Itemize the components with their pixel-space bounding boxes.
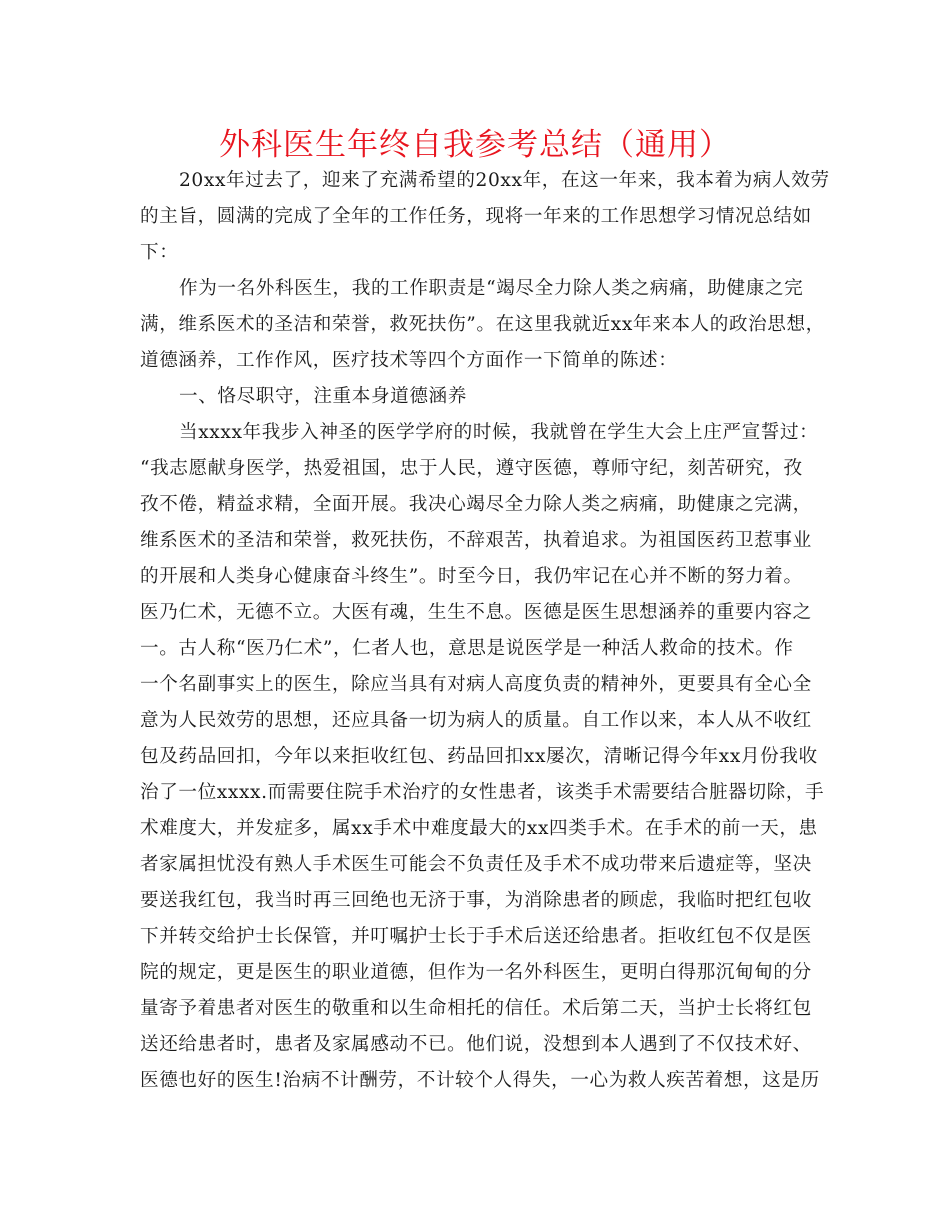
body-text-line: 下：: [140, 242, 179, 263]
body-text-line: 孜不倦，精益求精，全面开展。我决心竭尽全力除人类之病痛，助健康之完满，: [140, 494, 812, 515]
body-text-line: 治了一位xxxx.而需要住院手术治疗的女性患者，该类手术需要结合脏器切除，手: [140, 782, 825, 803]
body-text-line: 满，维系医术的圣洁和荣誉，救死扶伤”。在这里我就近xx年来本人的政治思想，: [140, 314, 825, 335]
body-text-line: 一个名副事实上的医生，除应当具有对病人高度负责的精神外，更要具有全心全: [140, 674, 812, 695]
body-text-line: 意为人民效劳的思想，还应具备一切为病人的质量。自工作以来，本人从不收红: [140, 710, 812, 731]
body-text-line: 医德也好的医生!治病不计酬劳，不计较个人得失，一心为救人疾苦着想，这是历: [140, 1070, 820, 1091]
document-title: 外科医生年终自我参考总结（通用）: [219, 127, 731, 163]
body-text-line: 医乃仁术，无德不立。大医有魂，生生不息。医德是医生思想涵养的重要内容之: [140, 602, 812, 623]
body-text-line: 当xxxx年我步入神圣的医学学府的时候，我就曾在学生大会上庄严宣誓过：: [179, 422, 819, 443]
body-text-line: 的开展和人类身心健康奋斗终生”。时至今日，我仍牢记在心并不断的努力着。: [140, 566, 803, 587]
body-text-line: 量寄予着患者对医生的敬重和以生命相托的信任。术后第二天，当护士长将红包: [140, 998, 812, 1019]
body-text-line: 术难度大，并发症多，属xx手术中难度最大的xx四类手术。在手术的前一天，患: [140, 818, 818, 839]
body-text-line: 院的规定，更是医生的职业道德，但作为一名外科医生，更明白得那沉甸甸的分: [140, 962, 812, 983]
body-text-line: 包及药品回扣，今年以来拒收红包、药品回扣xx屡次，清晰记得今年xx月份我收: [140, 746, 818, 767]
body-text-line: 一、恪尽职守，注重本身道德涵养: [179, 386, 467, 407]
body-text-line: 道德涵养，工作作风，医疗技术等四个方面作一下简单的陈述：: [140, 350, 678, 371]
body-text-line: 的主旨，圆满的完成了全年的工作任务，现将一年来的工作思想学习情况总结如: [140, 206, 812, 227]
body-text-line: 维系医术的圣洁和荣誉，救死扶伤，不辞艰苦，执着追求。为祖国医药卫惹事业: [140, 530, 812, 551]
body-text-line: 作为一名外科医生，我的工作职责是“竭尽全力除人类之病痛，助健康之完: [179, 278, 804, 299]
body-text-line: 一。古人称“医乃仁术”，仁者人也，意思是说医学是一种活人救命的技术。作: [140, 638, 794, 659]
body-text-line: 送还给患者时，患者及家属感动不已。他们说，没想到本人遇到了不仅技术好、: [140, 1034, 812, 1055]
body-text-line: 下并转交给护士长保管，并叮嘱护士长于手术后送还给患者。拒收红包不仅是医: [140, 926, 812, 947]
body-text-line: 要送我红包，我当时再三回绝也无济于事，为消除患者的顾虑，我临时把红包收: [140, 890, 812, 911]
body-text-line: “我志愿献身医学，热爱祖国，忠于人民，遵守医德，尊师守纪，刻苦研究，孜: [140, 458, 803, 479]
document-body: [140, 163, 830, 1099]
body-text-line: 者家属担忧没有熟人手术医生可能会不负责任及手术不成功带来后遗症等，坚决: [140, 854, 812, 875]
body-text-line: 20xx年过去了，迎来了充满希望的20xx年，在这一年来，我本着为病人效劳: [179, 170, 830, 191]
